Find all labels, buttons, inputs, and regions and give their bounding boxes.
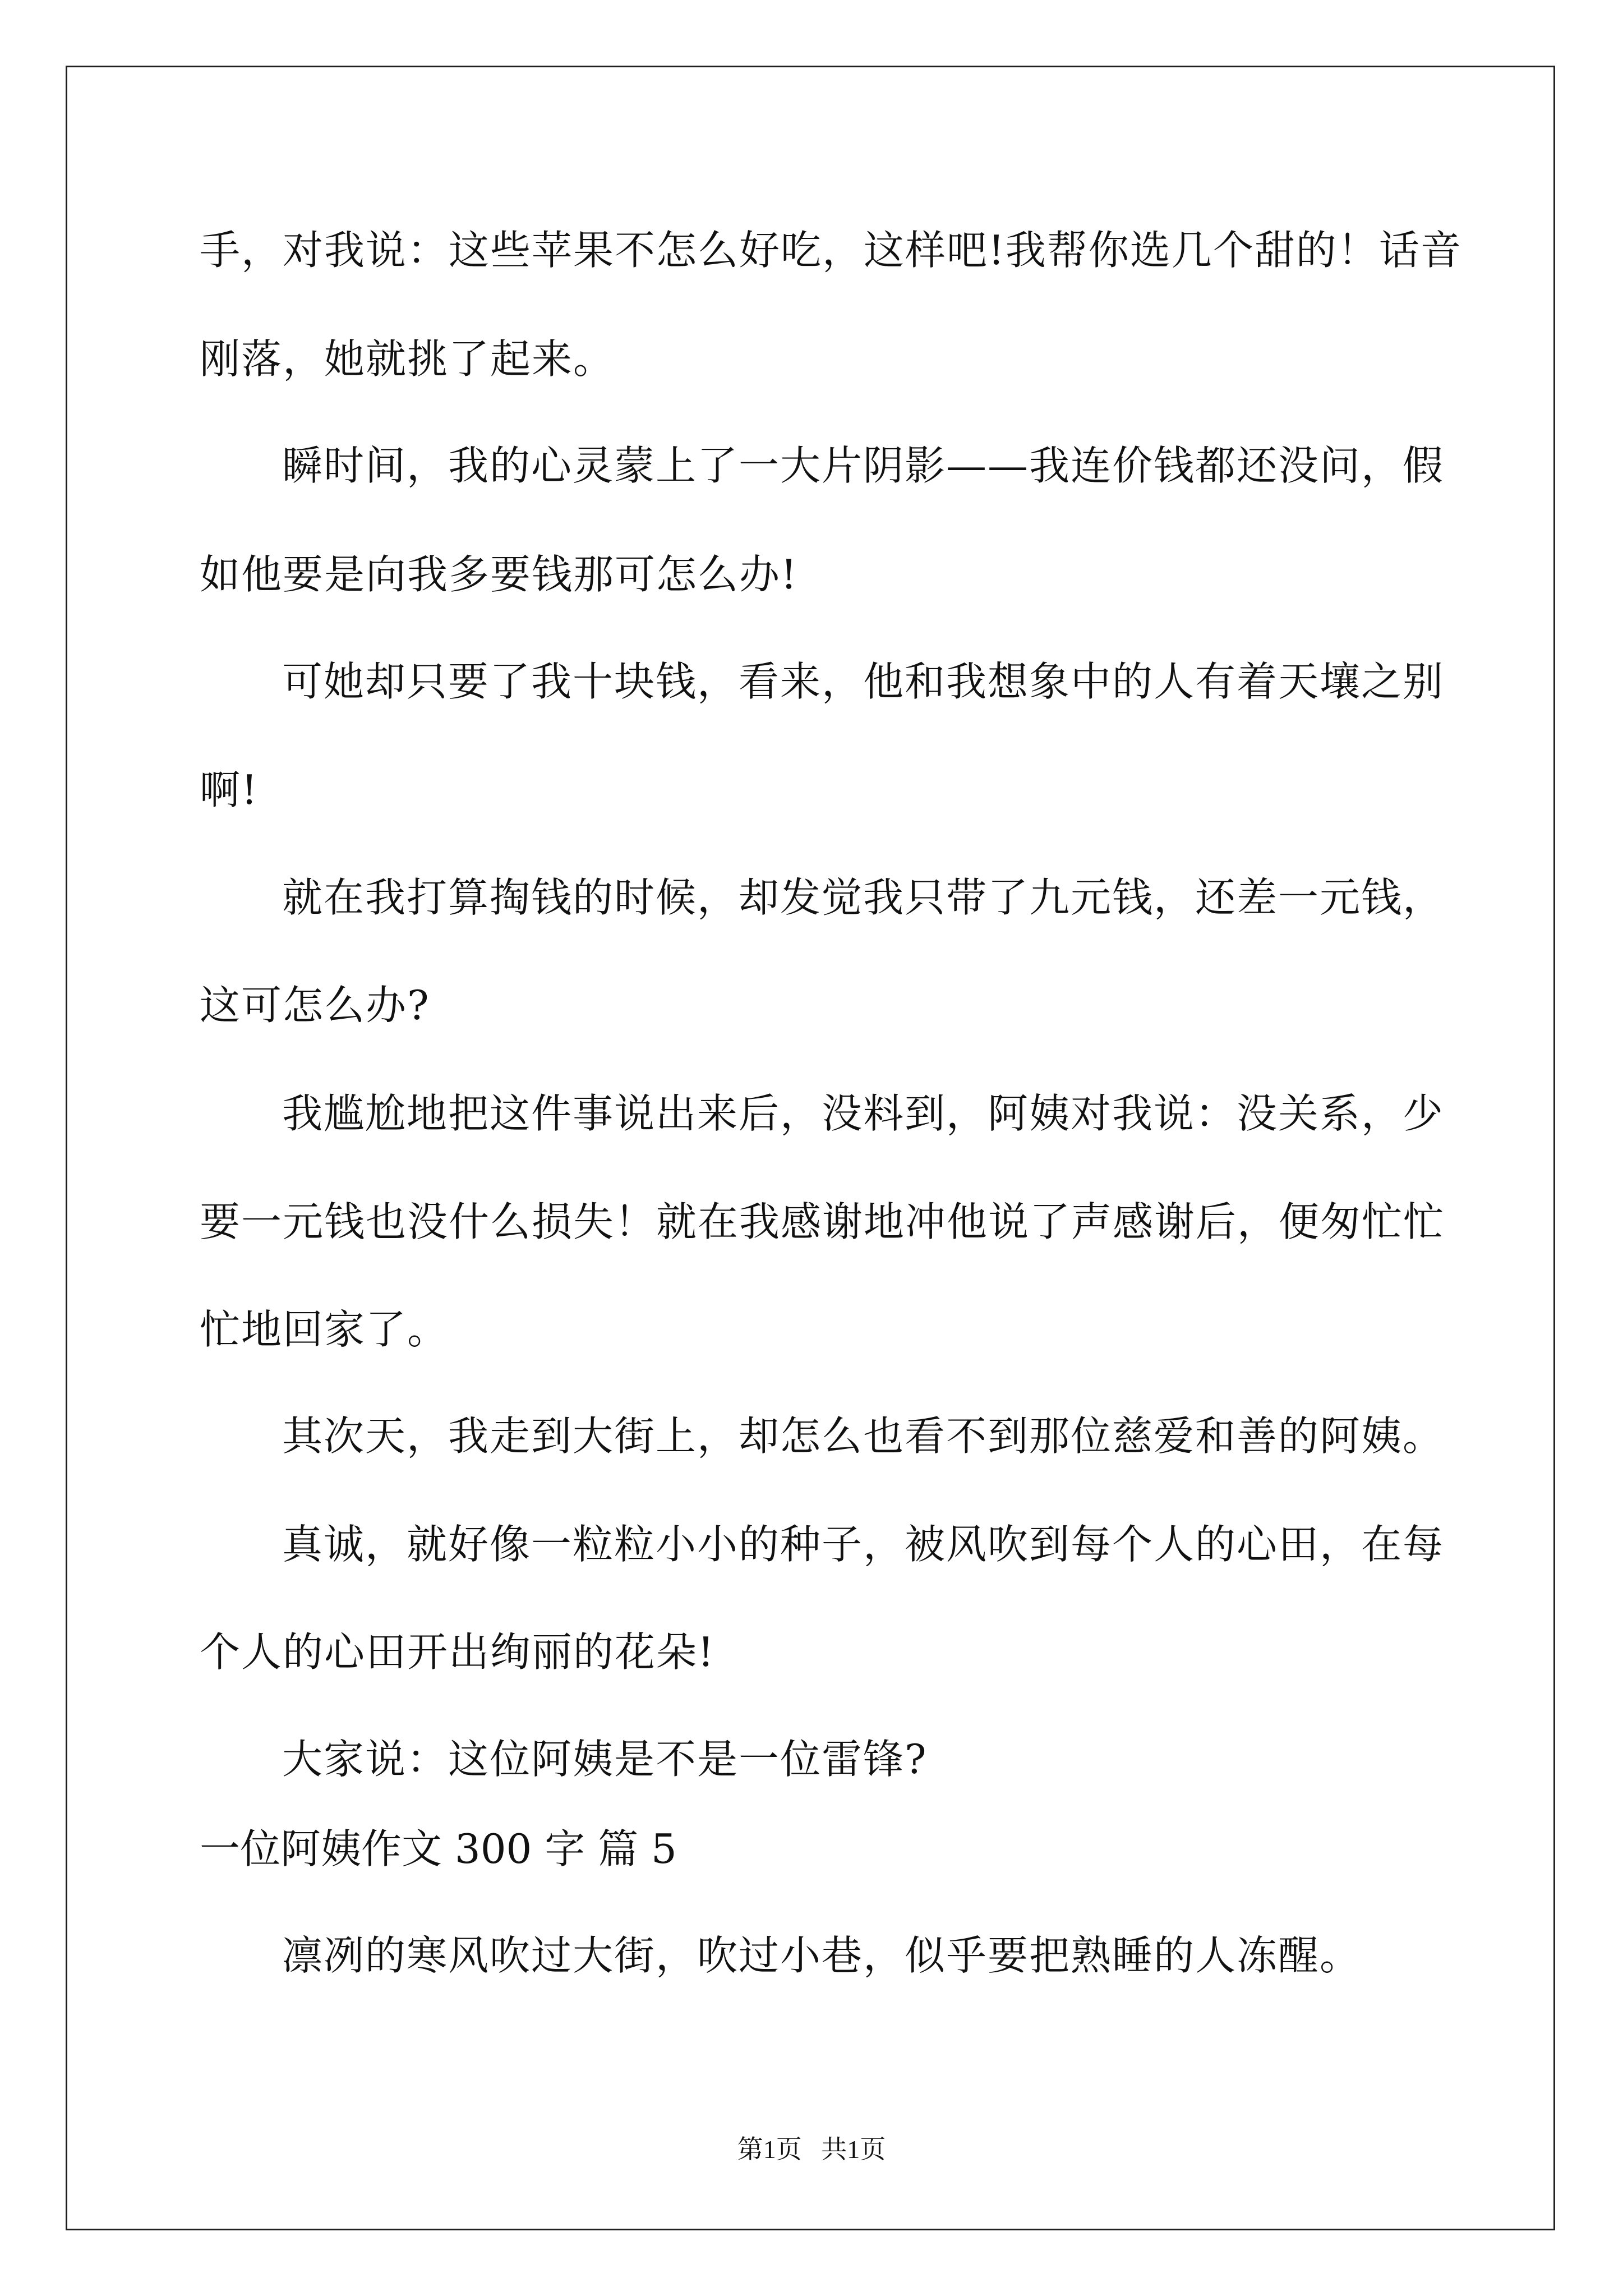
paragraph-start: 我尴尬地把这件事说出来后，没料到，阿姨对我说：没关系，少 [282,1090,1445,1137]
text-line: 要一元钱也没什么损失！就在我感谢地冲他说了声感谢后，便匆忙忙 [200,1198,1445,1245]
paragraph-start: 大家说：这位阿姨是不是一位雷锋? [282,1736,928,1783]
section-heading: 一位阿姨作文 300 字 篇 5 [200,1825,677,1872]
paragraph-start: 真诚，就好像一粒粒小小的种子，被风吹到每个人的心田，在每 [282,1521,1445,1568]
text-line: 刚落，她就挑了起来。 [200,335,615,383]
text-line: 个人的心田开出绚丽的花朵! [200,1628,715,1676]
paragraph-start: 可她却只要了我十块钱，看来，他和我想象中的人有着天壤之别 [282,658,1445,705]
page-footer: 第1页 共1页 [737,2135,886,2164]
text-line: 啊! [200,766,259,813]
text-line: 手，对我说：这些苹果不怎么好吃，这样吧!我帮你选几个甜的！话音 [200,227,1462,274]
text-line: 忙地回家了。 [200,1306,449,1353]
paragraph-start: 凛冽的寒风吹过大街，吹过小巷，似乎要把熟睡的人冻醒。 [282,1932,1362,1979]
text-line: 这可怎么办? [200,982,430,1029]
paragraph-start: 其次天，我走到大街上，却怎么也看不到那位慈爱和善的阿姨。 [282,1412,1445,1460]
text-line: 如他要是向我多要钱那可怎么办! [200,551,798,598]
paragraph-start: 瞬时间，我的心灵蒙上了一大片阴影——我连价钱都还没问，假 [282,442,1445,489]
page-border [66,66,1555,2230]
paragraph-start: 就在我打算掏钱的时候，却发觉我只带了九元钱，还差一元钱， [282,874,1445,921]
